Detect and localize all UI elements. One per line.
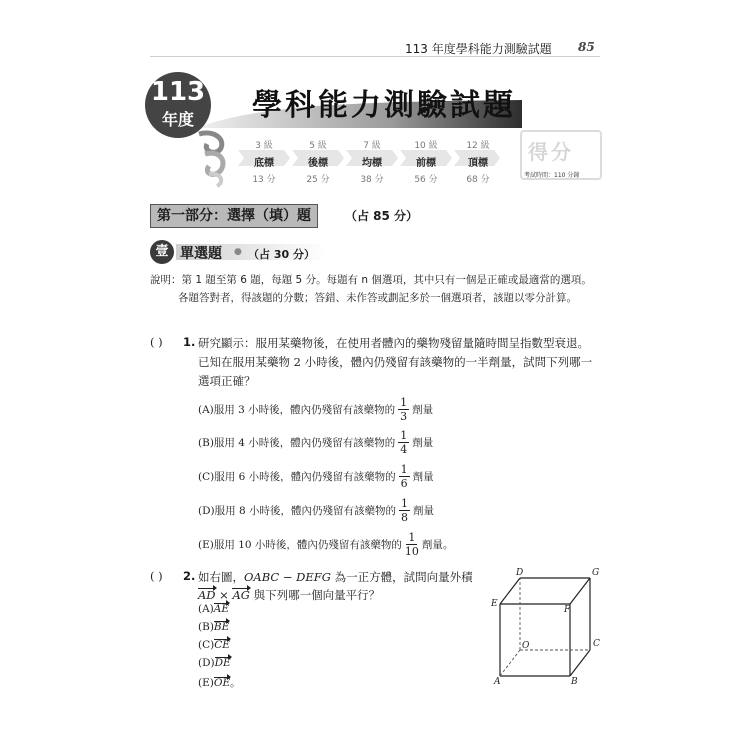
- q1-option-c-denominator: 6: [400, 477, 408, 490]
- q1-option-a-denominator: 3: [400, 410, 408, 423]
- q1-option-a-fraction: [398, 396, 409, 423]
- q1-option-c-numerator: 1: [400, 463, 408, 476]
- cube-label-e: E: [491, 599, 498, 609]
- q1-option-b-fraction: [398, 429, 409, 456]
- q1-option-c-text: 服用 6 小時後，體內仍殘留有該藥物的: [214, 471, 396, 483]
- q2-vector-ad: AD: [198, 588, 216, 602]
- q1-option-b-denominator: 4: [400, 443, 408, 456]
- q1-option-e-denominator: 10: [404, 545, 419, 558]
- q1-option-a-text: 服用 3 小時後，體內仍殘留有該藥物的: [213, 404, 396, 416]
- year-label: 年度: [161, 110, 194, 129]
- cube-label-b: B: [571, 677, 578, 686]
- level-1-grade: 3 級: [255, 141, 273, 151]
- q2-option-b-label: (B): [198, 621, 214, 633]
- year-badge: [145, 72, 211, 138]
- section-badge: 壹: [150, 240, 174, 264]
- header-rule: [150, 56, 600, 57]
- q2-option-d-label: (D): [198, 657, 215, 669]
- q1-option-b-label: (B): [198, 436, 214, 449]
- q2-option-a-label: (A): [198, 603, 214, 615]
- level-4: [406, 138, 446, 185]
- q2-option-e[interactable]: [198, 675, 241, 690]
- q1-option-b-text: 服用 4 小時後，體內仍殘留有該藥物的: [213, 437, 396, 449]
- part-points: （占 85 分）: [345, 209, 419, 223]
- cube-label-f: F: [564, 605, 571, 615]
- q1-stem-line-3: 選項正確？: [198, 374, 256, 388]
- level-4-name: 前標: [416, 158, 436, 169]
- q1-option-e-fraction: [405, 531, 419, 558]
- q1-option-b-tail: 劑量: [412, 437, 434, 449]
- q2-stem-line-1: [198, 569, 473, 585]
- level-5-points: 68 分: [466, 175, 490, 185]
- q2-option-b-vector: BE: [213, 621, 230, 633]
- level-5: [458, 138, 498, 185]
- q1-number: 1.: [183, 335, 196, 349]
- q1-stem-line-2: 已知在服用某藥物 2 小時後，體內仍殘留有該藥物的一半劑量，試問下列哪一: [198, 355, 593, 369]
- q1-option-c-label: (C): [198, 470, 215, 483]
- year-number: 113: [150, 77, 206, 107]
- q1-option-a[interactable]: [198, 396, 433, 423]
- cube-label-g: G: [592, 568, 600, 578]
- level-2-name: 後標: [308, 158, 328, 169]
- cube-diagram: [488, 566, 608, 686]
- q1-option-d-text: 服用 8 小時後，體內仍殘留有該藥物的: [214, 505, 396, 517]
- scroll-decoration: [195, 130, 231, 188]
- q1-stem-line-1: 研究顯示：服用某藥物後，在使用者體內的藥物殘留量隨時間呈指數型衰退。: [198, 336, 589, 350]
- instruction-line-2: 各題答對者，得該題的分數；答錯、未作答或劃記多於一個選項者，該題以零分計算。: [178, 292, 577, 304]
- q1-option-d-numerator: 1: [400, 497, 408, 510]
- level-2-grade: 5 級: [309, 141, 327, 151]
- q1-answer-blank[interactable]: ( ): [150, 335, 163, 349]
- q2-vector-ag: AG: [232, 588, 250, 602]
- q1-option-d[interactable]: [198, 497, 434, 524]
- running-header-title: 113 年度學科能力測驗試題: [405, 42, 552, 56]
- q1-option-e[interactable]: [198, 531, 453, 558]
- q1-option-d-denominator: 8: [400, 511, 408, 524]
- q2-option-e-vector: OE: [213, 676, 231, 689]
- q1-option-b-numerator: 1: [400, 429, 408, 442]
- q1-option-a-tail: 劑量: [412, 404, 434, 416]
- level-2-points: 25 分: [306, 175, 330, 185]
- q2-cross-symbol: ×: [215, 588, 233, 602]
- level-1-points: 13 分: [252, 175, 276, 185]
- level-3: [352, 138, 392, 185]
- level-5-name: 頂標: [468, 158, 488, 169]
- cube-edge-ed: [500, 578, 520, 604]
- q2-option-d[interactable]: [198, 657, 231, 669]
- q2-number: 2.: [183, 569, 196, 583]
- q2-option-c[interactable]: [198, 639, 230, 651]
- q1-option-e-text: 服用 10 小時後，體內仍殘留有該藥物的: [213, 539, 402, 551]
- score-label: 得分: [528, 140, 574, 164]
- cube-edge-ao: [500, 650, 520, 676]
- q1-option-b[interactable]: [198, 429, 433, 456]
- level-4-points: 56 分: [414, 175, 438, 185]
- q1-option-c-tail: 劑量: [412, 471, 434, 483]
- cube-label-o: O: [522, 641, 530, 651]
- level-3-name: 均標: [362, 158, 382, 169]
- q2-option-c-label: (C): [198, 639, 215, 651]
- q2-stem-line-2-text: 與下列哪一個向量平行？: [249, 588, 381, 602]
- q2-option-b[interactable]: [198, 621, 229, 633]
- instruction-line-1: 說明：第 1 題至第 6 題，每題 5 分。每題有 n 個選項，其中只有一個是正確或最適當的選項。: [150, 274, 592, 286]
- q2-option-e-label: (E): [198, 676, 214, 689]
- page-number: 85: [578, 40, 595, 54]
- q1-option-a-label: (A): [198, 403, 214, 416]
- level-5-grade: 12 級: [466, 141, 490, 151]
- q1-option-e-tail: 劑量。: [421, 539, 454, 551]
- q1-option-d-label: (D): [198, 504, 215, 517]
- level-3-grade: 7 級: [363, 141, 381, 151]
- cube-edge-bc: [570, 650, 590, 676]
- q2-option-a-vector: AE: [213, 603, 230, 615]
- cube-label-d: D: [516, 568, 524, 578]
- q2-stem-math: OABC − DEFG: [244, 570, 331, 584]
- level-2: [298, 138, 338, 185]
- q1-option-c[interactable]: [198, 463, 434, 490]
- q2-stem-post: 為一正方體，試問向量外積: [330, 570, 473, 584]
- exam-title: 學科能力測驗試題: [252, 88, 516, 123]
- q2-answer-blank[interactable]: ( ): [150, 569, 163, 583]
- section-dot-icon: ●: [234, 247, 242, 257]
- level-1-name: 底標: [254, 158, 274, 169]
- part-title: 第一部分：選擇（填）題: [150, 204, 318, 228]
- q1-option-a-numerator: 1: [400, 396, 408, 409]
- level-4-grade: 10 級: [414, 141, 438, 151]
- q2-option-d-vector: DE: [214, 657, 231, 669]
- q2-option-a[interactable]: [198, 603, 229, 615]
- cube-label-c: C: [593, 639, 600, 649]
- q1-option-d-tail: 劑量: [412, 505, 434, 517]
- q1-option-d-fraction: [399, 497, 410, 524]
- q2-option-e-tail: 。: [230, 677, 241, 689]
- q1-option-e-numerator: 1: [408, 531, 416, 544]
- exam-time-label: 考試時間：110 分鐘: [524, 172, 580, 179]
- cube-label-a: A: [494, 677, 501, 686]
- q1-option-e-label: (E): [198, 538, 214, 551]
- level-3-points: 38 分: [360, 175, 384, 185]
- level-1: [244, 138, 284, 185]
- section-points: （占 30 分）: [248, 248, 315, 261]
- q1-option-c-fraction: [399, 463, 410, 490]
- q2-option-c-vector: CE: [214, 639, 230, 651]
- q2-stem-pre: 如右圖，: [198, 570, 244, 584]
- section-title: 單選題: [180, 246, 222, 262]
- cube-edge-fg: [570, 578, 590, 604]
